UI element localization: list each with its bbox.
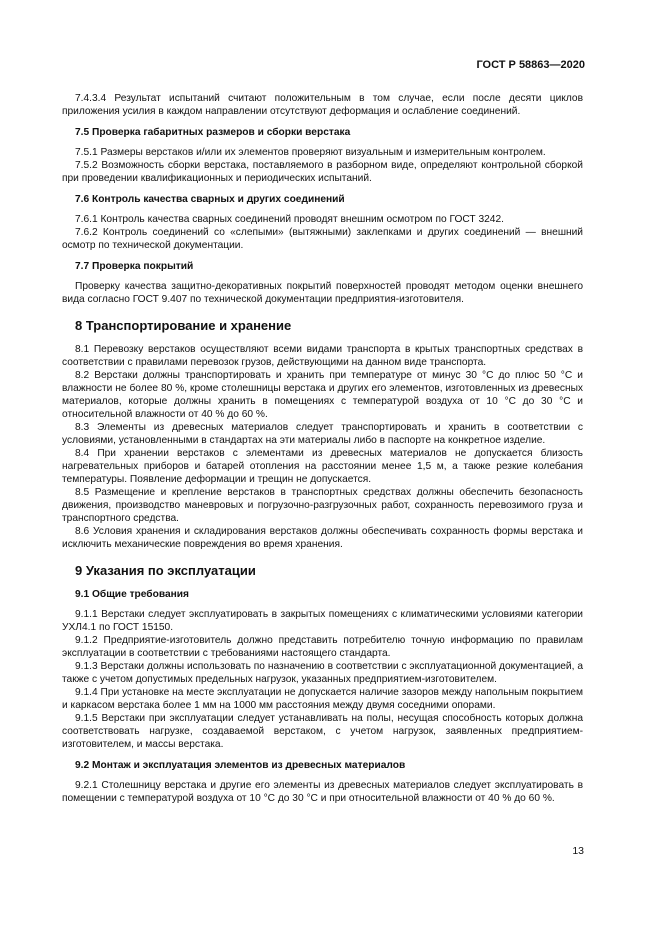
paragraph: 7.6.2 Контроль соединений со «слепыми» (вытяжными) заклепками и других соединений — внешний осмотр по технической документации. <box>62 227 583 251</box>
subsection-heading: 9.1 Общие требования <box>75 589 189 600</box>
paragraph: 9.2.1 Столешницу верстака и другие его элементы из древесных материалов следует эксплуатировать в помещении с температурой воздуха от 10 °С до 30 °С и при относительной влажности от 40 % до 60 %. <box>62 780 583 804</box>
paragraph: 8.1 Перевозку верстаков осуществляют всеми видами транспорта в крытых транспортных средствах в соответствии с правилами перевозок грузов, действующими на данном виде транспорта. <box>62 344 583 368</box>
subsection-heading: 7.7 Проверка покрытий <box>75 261 194 272</box>
paragraph: 9.1.3 Верстаки должны использовать по назначению в соответствии с эксплуатационной документацией, а также с учетом допустимых предельных нагрузок, указанных предприятием-изготовителем. <box>62 661 583 685</box>
paragraph: 7.5.2 Возможность сборки верстака, поставляемого в разборном виде, определяют контрольной сборкой при проведении квалификационных и периодических испытаний. <box>62 160 583 184</box>
subsection-heading: 7.6 Контроль качества сварных и других соединений <box>75 194 345 205</box>
paragraph: 8.6 Условия хранения и складирования верстаков должны обеспечивать сохранность формы верстака и исключить механические повреждения во время хранения. <box>62 526 583 550</box>
section-heading: 9 Указания по эксплуатации <box>75 563 256 578</box>
paragraph: 9.1.1 Верстаки следует эксплуатировать в закрытых помещениях с климатическими условиями категории УХЛ4.1 по ГОСТ 15150. <box>62 609 583 633</box>
paragraph: 8.4 При хранении верстаков с элементами из древесных материалов не допускается близость нагревательных приборов и батарей отопления на расстоянии менее 1,5 м, а также резкие колебания температуры. Появление деформации и трещин не допускается. <box>62 448 583 485</box>
paragraph: 8.3 Элементы из древесных материалов следует транспортировать и хранить в соответствии с условиями, установленными в стандартах на эти материалы либо в паспорте на конкретное изделие. <box>62 422 583 446</box>
paragraph: 8.2 Верстаки должны транспортировать и хранить при температуре от минус 30 °С до плюс 50 °С и влажности не более 80 %, кроме столешницы верстака и других его элементов, изготовленных из древесных материалов, которые должны хранить в помещениях с температурой воздуха от 10 °С до 30 °С и относительной влажности от 40 % до 60 %. <box>62 370 583 420</box>
paragraph: 9.1.5 Верстаки при эксплуатации следует устанавливать на полы, несущая способность которых должна соответствовать нагрузке, создаваемой верстаком, с учетом нагрузок, заявленных предприятием-изготовителем, и массы верстака. <box>62 713 583 750</box>
paragraph: 8.5 Размещение и крепление верстаков в транспортных средствах должны обеспечить безопасность движения, производство маневровых и погрузочно-разгрузочных работ, сохранность перевозимого груза и транспортного средства. <box>62 487 583 524</box>
paragraph: 7.6.1 Контроль качества сварных соединений проводят внешним осмотром по ГОСТ 3242. <box>75 214 504 225</box>
paragraph: 9.1.4 При установке на месте эксплуатации не допускается наличие зазоров между напольным покрытием и каркасом верстака более 1 мм на 1000 мм расстояния между двумя соседними опорами. <box>62 687 583 711</box>
subsection-heading: 7.5 Проверка габаритных размеров и сборки верстака <box>75 127 351 138</box>
paragraph: Проверку качества защитно-декоративных покрытий поверхностей проводят методом оценки внешнего вида согласно ГОСТ 9.407 по технической документации предприятия-изготовителя. <box>62 281 583 305</box>
document-id: ГОСТ Р 58863—2020 <box>476 59 585 71</box>
subsection-heading: 9.2 Монтаж и эксплуатация элементов из древесных материалов <box>75 760 406 771</box>
paragraph: 7.5.1 Размеры верстаков и/или их элементов проверяют визуальным и измерительным контролем. <box>75 147 546 158</box>
section-heading: 8 Транспортирование и хранение <box>75 318 292 333</box>
page-number: 13 <box>572 845 584 857</box>
paragraph: 9.1.2 Предприятие-изготовитель должно представить потребителю точную информацию по правилам эксплуатации в соответствии с требованиями настоящего стандарта. <box>62 635 583 659</box>
paragraph: 7.4.3.4 Результат испытаний считают положительным в том случае, если после десяти циклов приложения усилия в каждом направлении отсутствуют деформация и ослабление соединений. <box>62 93 583 117</box>
document-body <box>62 92 583 805</box>
